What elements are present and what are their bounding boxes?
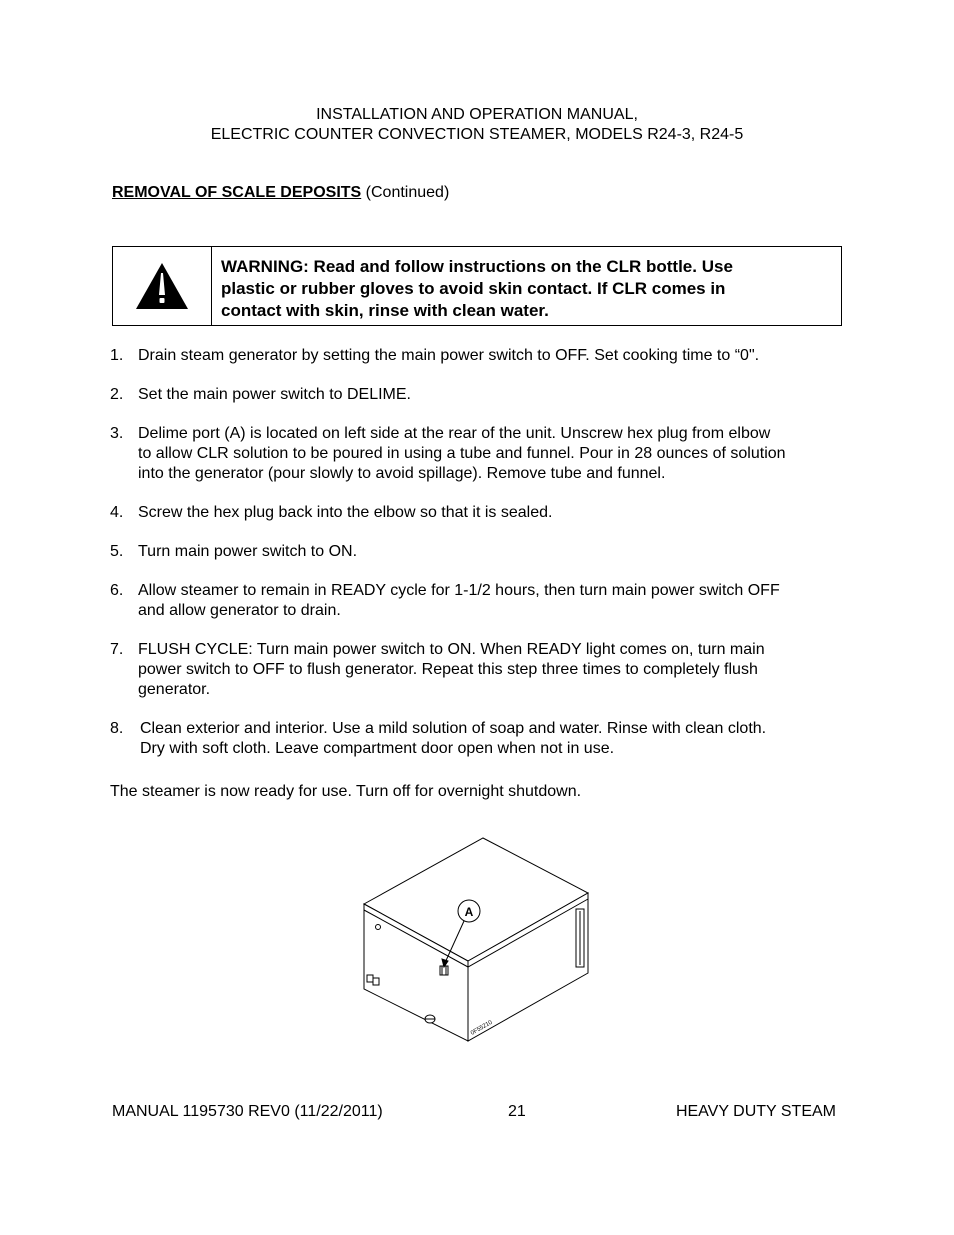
step-line: to allow CLR solution to be poured in using a tube and funnel. Pour in 28 ounces of solution bbox=[138, 445, 786, 462]
step-text bbox=[138, 542, 850, 562]
closing-note: The steamer is now ready for use. Turn off for overnight shutdown. bbox=[110, 783, 582, 800]
step-text bbox=[138, 346, 850, 366]
step-number: 4. bbox=[110, 504, 124, 521]
section-title: REMOVAL OF SCALE DEPOSITS bbox=[112, 184, 362, 201]
footer-page-number: 21 bbox=[508, 1103, 526, 1120]
step-line: into the generator (pour slowly to avoid spillage). Remove tube and funnel. bbox=[138, 465, 666, 482]
warning-box bbox=[112, 246, 842, 326]
step-line: generator. bbox=[138, 681, 211, 698]
footer-title: HEAVY DUTY STEAM bbox=[675, 1103, 836, 1120]
step-text bbox=[138, 719, 850, 759]
step-item bbox=[110, 424, 850, 484]
step-line: and allow generator to drain. bbox=[138, 602, 341, 619]
step-item bbox=[110, 640, 850, 700]
step-item bbox=[110, 346, 850, 366]
step-text bbox=[138, 581, 850, 621]
step-line: Turn main power switch to ON. bbox=[138, 543, 358, 560]
step-line: Set the main power switch to DELIME. bbox=[138, 386, 411, 403]
warning-line: contact with skin, rinse with clean water. bbox=[221, 301, 549, 320]
step-line: Delime port (A) is located on left side at the rear of the unit. Unscrew hex plug from elbow bbox=[138, 425, 771, 442]
step-number: 8. bbox=[110, 720, 124, 737]
part-number-label: 0F55210 bbox=[470, 1019, 494, 1037]
step-item bbox=[110, 719, 850, 759]
warning-text bbox=[212, 247, 733, 325]
step-item bbox=[110, 503, 850, 523]
step-line: Allow steamer to remain in READY cycle for 1-1/2 hours, then turn main power switch OFF bbox=[138, 582, 780, 599]
step-item bbox=[110, 581, 850, 621]
section-suffix: (Continued) bbox=[361, 184, 450, 201]
step-number: 2. bbox=[110, 386, 124, 403]
steamer-illustration bbox=[360, 835, 592, 1045]
callout-label: A bbox=[464, 905, 474, 919]
warning-icon-cell bbox=[113, 247, 212, 325]
step-number: 3. bbox=[110, 425, 124, 442]
step-text bbox=[138, 424, 850, 484]
warning-line: WARNING: Read and follow instructions on the CLR bottle. Use bbox=[221, 257, 733, 276]
footer-manual-id: MANUAL 1195730 REV0 (11/22/2011) bbox=[112, 1103, 383, 1120]
procedure-steps bbox=[110, 346, 850, 778]
step-number: 5. bbox=[110, 543, 124, 560]
step-text bbox=[138, 503, 850, 523]
warning-line: plastic or rubber gloves to avoid skin contact. If CLR comes in bbox=[221, 279, 726, 298]
step-number: 1. bbox=[110, 347, 124, 364]
step-line: Dry with soft cloth. Leave compartment door open when not in use. bbox=[140, 740, 615, 757]
step-number: 6. bbox=[110, 582, 124, 599]
step-line: Clean exterior and interior. Use a mild solution of soap and water. Rinse with clean cloth. bbox=[140, 720, 767, 737]
step-item bbox=[110, 542, 850, 562]
step-text bbox=[138, 385, 850, 405]
step-number: 7. bbox=[110, 641, 124, 658]
step-text bbox=[138, 640, 850, 700]
header-line-2: ELECTRIC COUNTER CONVECTION STEAMER, MODELS R24-3, R24-5 bbox=[210, 126, 744, 143]
step-line: power switch to OFF to flush generator. Repeat this step three times to completely flush bbox=[138, 661, 758, 678]
warning-triangle-icon bbox=[134, 261, 190, 311]
section-heading bbox=[112, 183, 449, 203]
step-line: Screw the hex plug back into the elbow so that it is sealed. bbox=[138, 504, 553, 521]
step-line: Drain steam generator by setting the main power switch to OFF. Set cooking time to “0". bbox=[138, 347, 760, 364]
step-item bbox=[110, 385, 850, 405]
document-header bbox=[0, 105, 954, 145]
step-line: FLUSH CYCLE: Turn main power switch to ON. When READY light comes on, turn main bbox=[138, 641, 765, 658]
header-line-1: INSTALLATION AND OPERATION MANUAL, bbox=[316, 106, 638, 123]
